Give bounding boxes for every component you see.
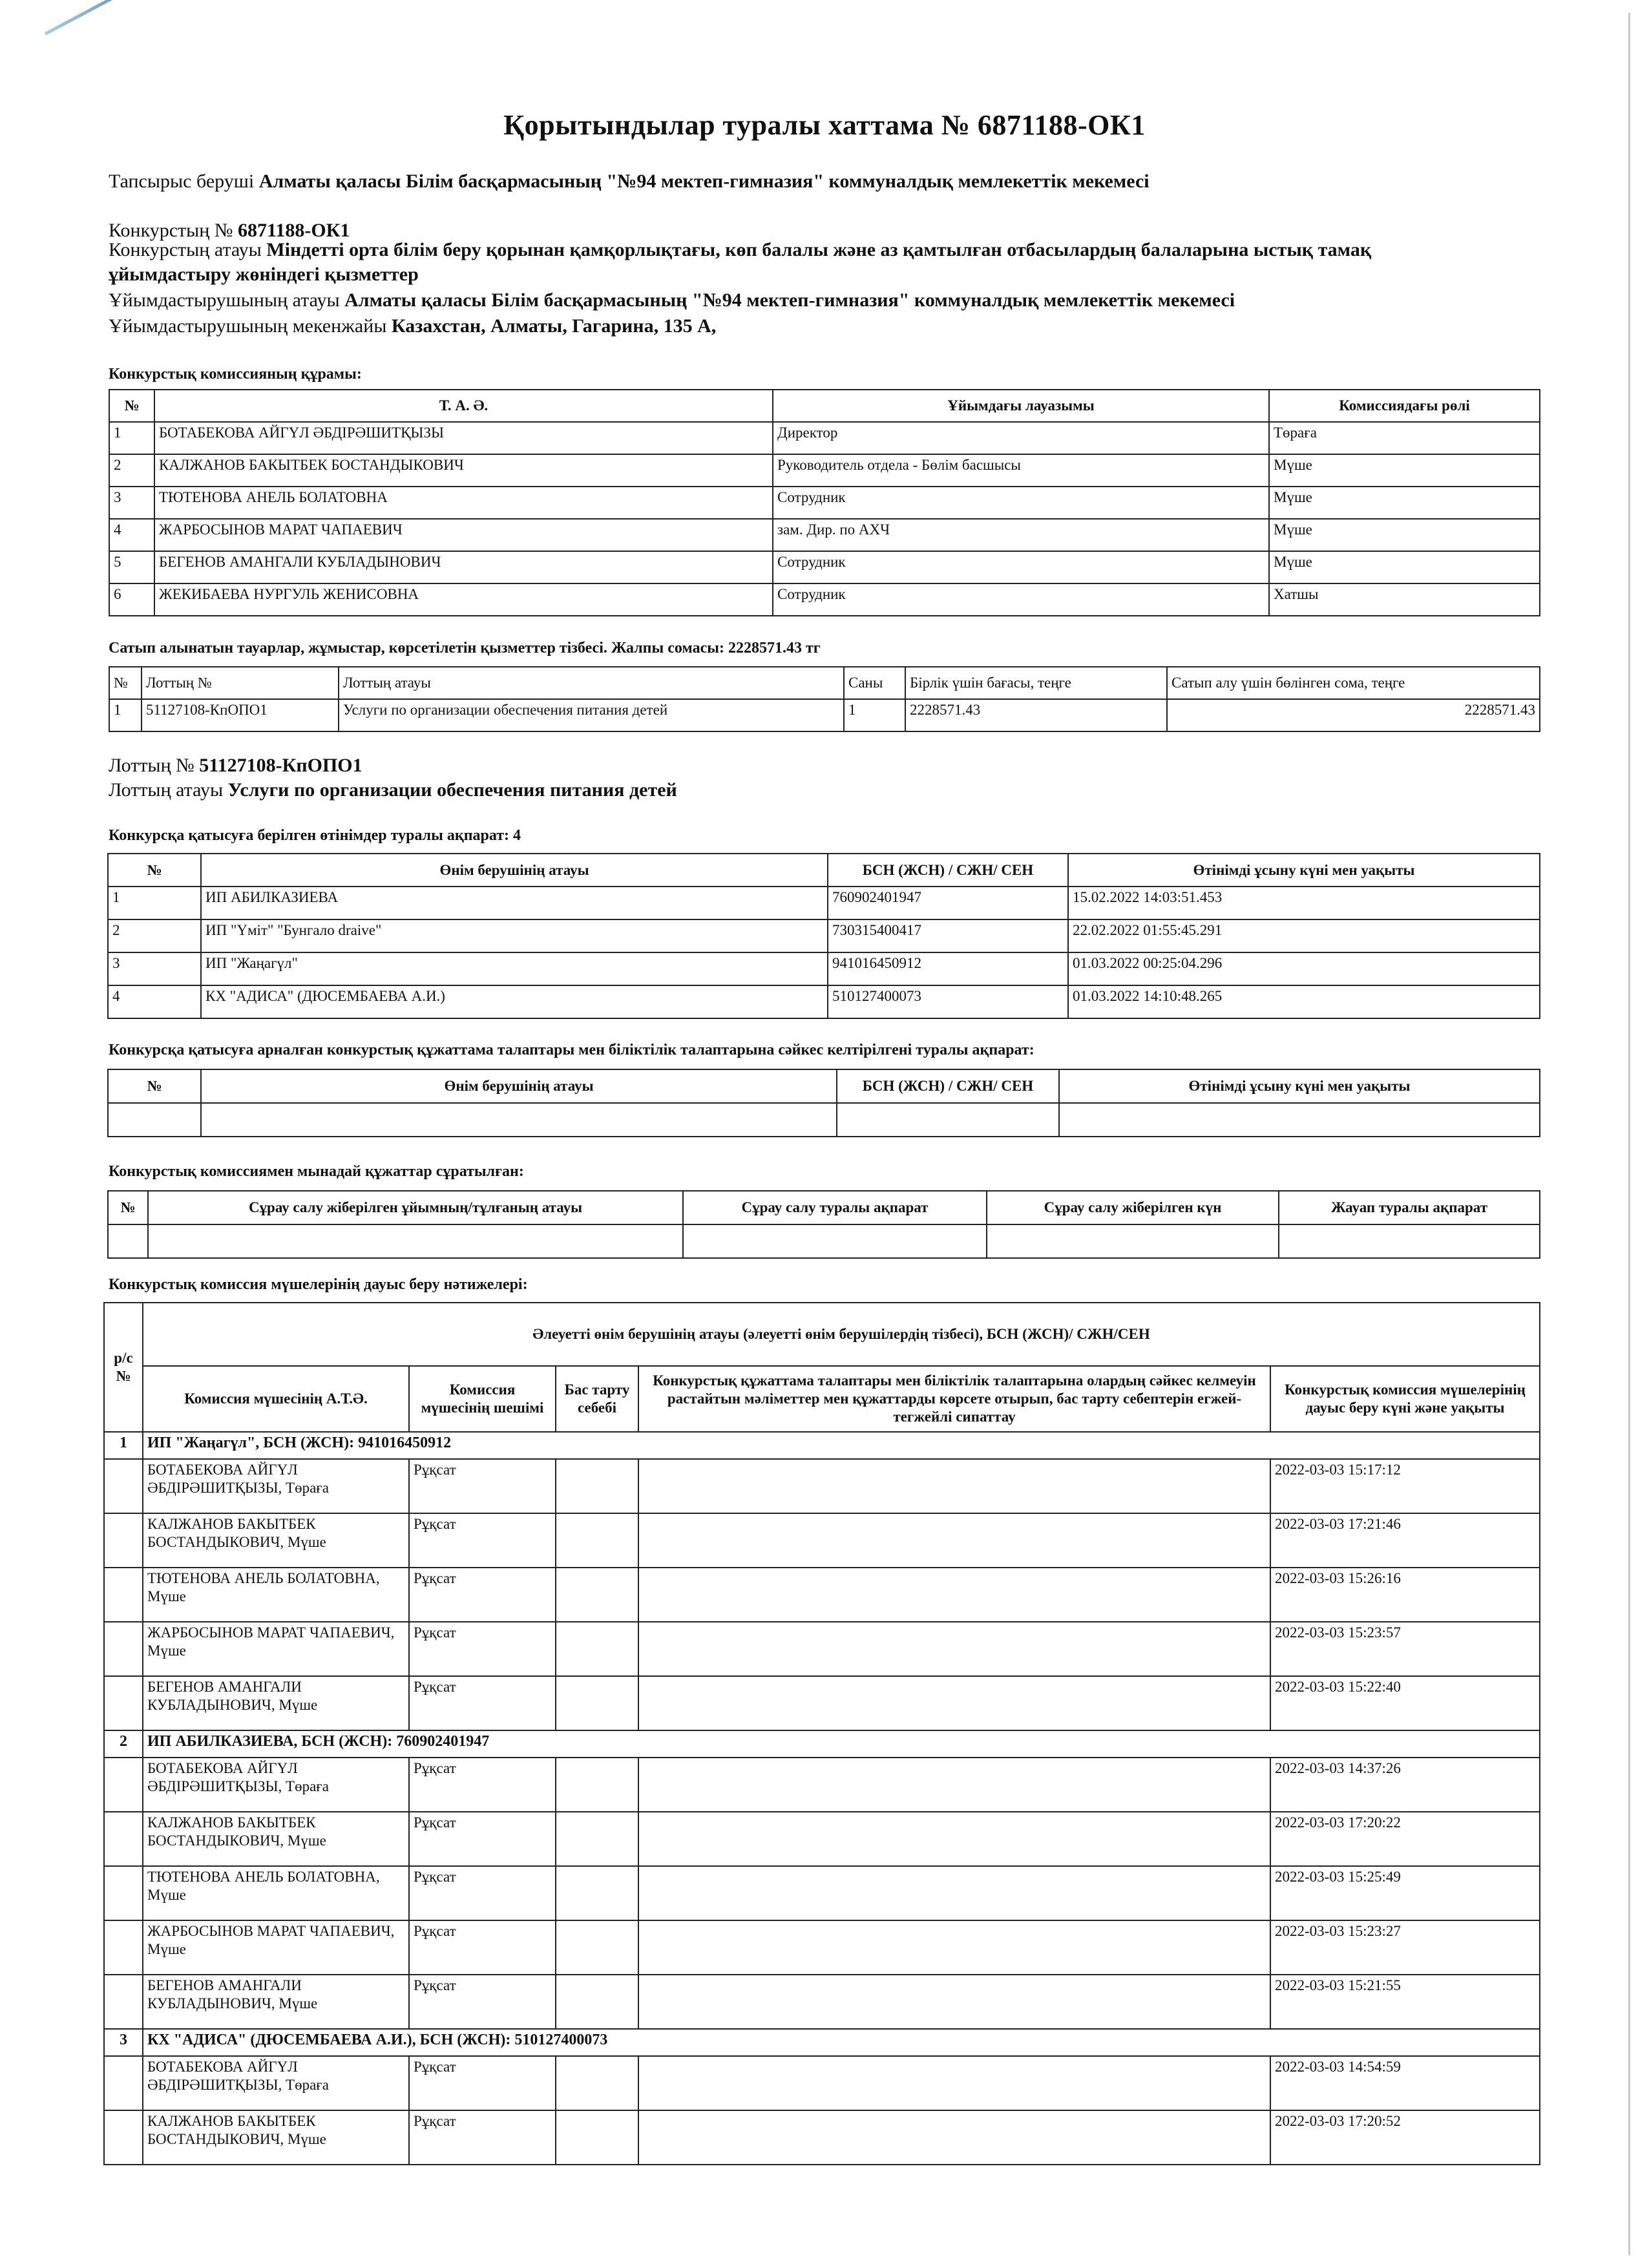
bids-caption: Конкурсқа қатысуға берілген өтінімдер туралы ақпарат: 4 — [109, 827, 521, 844]
bids-cell: 941016450912 — [828, 952, 1068, 985]
votes-member-decision: Рұқсат — [409, 1459, 556, 1513]
votes-member-name: БЕГЕНОВ АМАНГАЛИ КУБЛАДЫНОВИЧ, Мүше — [143, 1975, 409, 2029]
goods-cell: Услуги по организации обеспечения питания детей — [339, 699, 844, 731]
commission-row — [109, 583, 1540, 616]
bids-cell: 1 — [108, 887, 201, 919]
commission-cell: Сотрудник — [773, 583, 1269, 616]
requests-empty-cell — [683, 1224, 987, 1258]
votes-member-decision: Рұқсат — [409, 1758, 556, 1812]
votes-header-cell: Конкурстық комиссия мүшелерінің дауыс беру күні және уақыты — [1270, 1366, 1540, 1432]
votes-member-decision: Рұқсат — [409, 1622, 556, 1676]
votes-member-name: КАЛЖАНОВ БАКЫТБЕК БОСТАНДЫКОВИЧ, Мүше — [143, 2110, 409, 2165]
votes-empty-no — [104, 1568, 143, 1622]
votes-empty-no — [104, 1975, 143, 2029]
votes-member-row — [104, 1758, 1540, 1812]
votes-supplier-header: Әлеуетті өнім берушінің атауы (әлеуетті өнім берушілердің тізбесі), БСН (ЖСН)/ СЖН/СЕН — [143, 1303, 1540, 1366]
goods-row — [109, 699, 1540, 731]
votes-reject-description — [638, 2110, 1270, 2165]
conform-empty-cell — [1059, 1103, 1540, 1137]
commission-header-cell: Ұйымдағы лауазымы — [773, 390, 1269, 422]
commission-header-row — [109, 390, 1540, 422]
votes-member-name: КАЛЖАНОВ БАКЫТБЕК БОСТАНДЫКОВИЧ, Мүше — [143, 1812, 409, 1866]
commission-cell: Мүше — [1269, 487, 1540, 519]
commission-cell: 1 — [109, 422, 154, 454]
bids-cell: ИП "Жаңагүл" — [201, 952, 828, 985]
votes-reject-reason — [556, 1676, 638, 1730]
votes-reject-reason — [556, 1758, 638, 1812]
commission-cell: Мүше — [1269, 519, 1540, 551]
bids-cell: КХ "АДИСА" (ДЮСЕМБАЕВА А.И.) — [201, 985, 828, 1018]
votes-member-name: БОТАБЕКОВА АЙГҮЛ ӘБДІРӘШИТҚЫЗЫ, Төраға — [143, 1758, 409, 1812]
votes-member-date: 2022-03-03 15:21:55 — [1270, 1975, 1540, 2029]
votes-member-decision: Рұқсат — [409, 1568, 556, 1622]
goods-caption: Сатып алынатын тауарлар, жұмыстар, көрсетілетін қызметтер тізбесі. Жалпы сомасы: 2228571.43 тг — [109, 640, 821, 656]
bids-cell: 15.02.2022 14:03:51.453 — [1068, 887, 1540, 919]
votes-top-header-row — [104, 1303, 1540, 1366]
votes-reject-description — [638, 1513, 1270, 1568]
votes-supplier-name: ИП АБИЛКАЗИЕВА, БСН (ЖСН): 760902401947 — [143, 1730, 1540, 1758]
commission-cell: Төраға — [1269, 422, 1540, 454]
commission-cell: Директор — [773, 422, 1269, 454]
goods-cell: 2228571.43 — [905, 699, 1167, 731]
votes-supplier-no: 3 — [104, 2029, 143, 2056]
votes-header-cell: Конкурстық құжаттама талаптары мен біліктілік талаптарына олардың сәйкес келмеуін растайтын мәліметтер мен құжаттарды көрсете отырып, бас тарту себептерін егжей-тегжейлі сипаттау — [638, 1366, 1270, 1432]
conform-empty-cell — [201, 1103, 837, 1137]
votes-reject-reason — [556, 2110, 638, 2165]
votes-member-name: ТЮТЕНОВА АНЕЛЬ БОЛАТОВНА, Мүше — [143, 1866, 409, 1920]
requests-empty-row — [108, 1224, 1540, 1258]
conform-header-cell: Өтінімді ұсыну күні мен уақыты — [1059, 1069, 1540, 1103]
commission-table — [109, 389, 1540, 616]
bids-cell: 510127400073 — [828, 985, 1068, 1018]
goods-header-cell: Бірлік үшін бағасы, теңге — [905, 667, 1167, 699]
votes-reject-reason — [556, 1975, 638, 2029]
document-title: Қорытындылар туралы хаттама № 6871188-ОК1 — [503, 109, 1146, 141]
votes-member-name: БОТАБЕКОВА АЙГҮЛ ӘБДІРӘШИТҚЫЗЫ, Төраға — [143, 2056, 409, 2110]
commission-cell: БОТАБЕКОВА АЙГҮЛ ӘБДІРӘШИТҚЫЗЫ — [154, 422, 773, 454]
votes-reject-description — [638, 1758, 1270, 1812]
votes-member-decision: Рұқсат — [409, 1920, 556, 1975]
commission-row — [109, 422, 1540, 454]
votes-member-decision: Рұқсат — [409, 2110, 556, 2165]
goods-header-cell: Лоттың № — [142, 667, 339, 699]
requests-empty-cell — [148, 1224, 683, 1258]
votes-member-date: 2022-03-03 15:17:12 — [1270, 1459, 1540, 1513]
scan-edge — [1628, 13, 1630, 2255]
votes-reject-description — [638, 1975, 1270, 2029]
votes-member-decision: Рұқсат — [409, 1866, 556, 1920]
commission-cell: БЕГЕНОВ АМАНГАЛИ КУБЛАДЫНОВИЧ — [154, 551, 773, 583]
goods-cell: 1 — [109, 699, 142, 731]
votes-header-cell: Бас тарту себебі — [556, 1366, 638, 1432]
goods-header-cell: Лоттың атауы — [339, 667, 844, 699]
votes-reject-reason — [556, 1866, 638, 1920]
bids-cell: 4 — [108, 985, 201, 1018]
votes-member-date: 2022-03-03 14:37:26 — [1270, 1758, 1540, 1812]
votes-member-name: ЖАРБОСЫНОВ МАРАТ ЧАПАЕВИЧ, Мүше — [143, 1920, 409, 1975]
bids-row — [108, 952, 1540, 985]
bids-cell: ИП АБИЛКАЗИЕВА — [201, 887, 828, 919]
votes-supplier-no: 1 — [104, 1432, 143, 1459]
bids-cell: 01.03.2022 00:25:04.296 — [1068, 952, 1540, 985]
goods-header-cell: № — [109, 667, 142, 699]
votes-reject-description — [638, 1866, 1270, 1920]
requests-header-cell: Сұрау салу жіберілген ұйымның/тұлғаның атауы — [148, 1191, 683, 1224]
commission-cell: ЖАРБОСЫНОВ МАРАТ ЧАПАЕВИЧ — [154, 519, 773, 551]
requests-header-cell: Сұрау салу туралы ақпарат — [683, 1191, 987, 1224]
bids-header-cell: Өнім берушінің атауы — [201, 854, 828, 887]
conform-header-row — [108, 1069, 1540, 1103]
votes-caption: Конкурстық комиссия мүшелерінің дауыс беру нәтижелері: — [109, 1276, 528, 1293]
votes-reject-description — [638, 1568, 1270, 1622]
votes-member-row — [104, 2056, 1540, 2110]
votes-supplier-row — [104, 1432, 1540, 1459]
votes-reject-reason — [556, 2056, 638, 2110]
conform-header-cell: № — [108, 1069, 201, 1103]
votes-member-decision: Рұқсат — [409, 1975, 556, 2029]
votes-supplier-row — [104, 1730, 1540, 1758]
bids-cell: ИП "Үміт" "Бунгало draive" — [201, 919, 828, 952]
organizer-address-line: Ұйымдастырушының мекенжайы Казахстан, Алматы, Гагарина, 135 А, — [109, 315, 717, 337]
votes-supplier-name: ИП "Жаңагүл", БСН (ЖСН): 941016450912 — [143, 1432, 1540, 1459]
bids-row — [108, 985, 1540, 1018]
votes-header-row — [104, 1366, 1540, 1432]
bids-table — [107, 853, 1540, 1019]
votes-header-cell: Комиссия мүшесінің шешімі — [409, 1366, 556, 1432]
bids-cell: 730315400417 — [828, 919, 1068, 952]
commission-caption: Конкурстық комиссияның құрамы: — [109, 366, 362, 383]
commission-row — [109, 551, 1540, 583]
votes-member-row — [104, 1676, 1540, 1730]
commission-cell: ТЮТЕНОВА АНЕЛЬ БОЛАТОВНА — [154, 487, 773, 519]
requests-header-row — [108, 1191, 1540, 1224]
votes-member-row — [104, 1975, 1540, 2029]
requests-header-cell: Жауап туралы ақпарат — [1279, 1191, 1540, 1224]
bids-header-cell: БСН (ЖСН) / СЖН/ СЕН — [828, 854, 1068, 887]
votes-member-row — [104, 1568, 1540, 1622]
votes-reject-reason — [556, 1812, 638, 1866]
votes-empty-no — [104, 1866, 143, 1920]
commission-cell: зам. Дир. по АХЧ — [773, 519, 1269, 551]
votes-member-date: 2022-03-03 15:22:40 — [1270, 1676, 1540, 1730]
votes-reject-description — [638, 1459, 1270, 1513]
votes-member-date: 2022-03-03 15:25:49 — [1270, 1866, 1540, 1920]
votes-supplier-no: 2 — [104, 1730, 143, 1758]
organizer-line: Ұйымдастырушының атауы Алматы қаласы Білім басқармасының "№94 мектеп-гимназия" коммуналдық мемлекеттік мекемесі — [109, 289, 1235, 311]
commission-cell: 4 — [109, 519, 154, 551]
bids-row — [108, 919, 1540, 952]
requests-table — [107, 1190, 1540, 1259]
commission-header-cell: № — [109, 390, 154, 422]
votes-reject-reason — [556, 1622, 638, 1676]
commission-cell: Руководитель отдела - Бөлім басшысы — [773, 454, 1269, 487]
votes-empty-no — [104, 1513, 143, 1568]
bids-header-cell: Өтінімді ұсыну күні мен уақыты — [1068, 854, 1540, 887]
votes-member-date: 2022-03-03 15:23:57 — [1270, 1622, 1540, 1676]
votes-member-date: 2022-03-03 15:26:16 — [1270, 1568, 1540, 1622]
votes-member-row — [104, 1459, 1540, 1513]
commission-cell: Сотрудник — [773, 487, 1269, 519]
requests-caption: Конкурстық комиссиямен мынадай құжаттар сұратылған: — [109, 1163, 524, 1180]
contest-no-line: Конкурстың № 6871188-ОК1 — [109, 220, 350, 241]
votes-no-header: р/с № — [104, 1303, 143, 1432]
bids-header-cell: № — [108, 854, 201, 887]
votes-reject-reason — [556, 1513, 638, 1568]
commission-row — [109, 487, 1540, 519]
votes-member-name: БЕГЕНОВ АМАНГАЛИ КУБЛАДЫНОВИЧ, Мүше — [143, 1676, 409, 1730]
bids-cell: 3 — [108, 952, 201, 985]
votes-table — [103, 1302, 1540, 2165]
bids-header-row — [108, 854, 1540, 887]
votes-member-date: 2022-03-03 15:23:27 — [1270, 1920, 1540, 1975]
votes-member-row — [104, 1812, 1540, 1866]
goods-cell: 51127108-КпОПО1 — [142, 699, 339, 731]
goods-header-row — [109, 667, 1540, 699]
commission-row — [109, 519, 1540, 551]
commission-cell: 5 — [109, 551, 154, 583]
conform-empty-cell — [837, 1103, 1059, 1137]
lot-no-line: Лоттың № 51127108-КпОПО1 — [109, 755, 362, 776]
votes-empty-no — [104, 1676, 143, 1730]
requests-header-cell: Сұрау салу жіберілген күн — [987, 1191, 1279, 1224]
commission-cell: Хатшы — [1269, 583, 1540, 616]
votes-member-row — [104, 1920, 1540, 1975]
votes-header-cell: Комиссия мүшесінің А.Т.Ә. — [143, 1366, 409, 1432]
votes-member-name: ТЮТЕНОВА АНЕЛЬ БОЛАТОВНА, Мүше — [143, 1568, 409, 1622]
commission-cell: Мүше — [1269, 551, 1540, 583]
votes-member-date: 2022-03-03 17:20:52 — [1270, 2110, 1540, 2165]
votes-member-decision: Рұқсат — [409, 1676, 556, 1730]
votes-empty-no — [104, 1459, 143, 1513]
commission-row — [109, 454, 1540, 487]
scan-artifact — [45, 0, 120, 36]
votes-member-decision: Рұқсат — [409, 1812, 556, 1866]
votes-reject-reason — [556, 1568, 638, 1622]
conform-caption: Конкурсқа қатысуға арналған конкурстық құжаттама талаптары мен біліктілік талаптарына сәйкес келтірілгені туралы ақпарат: — [109, 1042, 1035, 1058]
votes-member-date: 2022-03-03 17:20:22 — [1270, 1812, 1540, 1866]
votes-member-name: ЖАРБОСЫНОВ МАРАТ ЧАПАЕВИЧ, Мүше — [143, 1622, 409, 1676]
votes-member-date: 2022-03-03 14:54:59 — [1270, 2056, 1540, 2110]
commission-cell: Мүше — [1269, 454, 1540, 487]
votes-member-row — [104, 2110, 1540, 2165]
votes-reject-description — [638, 1920, 1270, 1975]
goods-cell: 2228571.43 — [1167, 699, 1540, 731]
votes-empty-no — [104, 1758, 143, 1812]
requests-empty-cell — [1279, 1224, 1540, 1258]
votes-reject-reason — [556, 1920, 638, 1975]
votes-member-row — [104, 1866, 1540, 1920]
votes-reject-description — [638, 1812, 1270, 1866]
goods-table — [109, 666, 1540, 732]
commission-cell: Сотрудник — [773, 551, 1269, 583]
votes-member-name: БОТАБЕКОВА АЙГҮЛ ӘБДІРӘШИТҚЫЗЫ, Төраға — [143, 1459, 409, 1513]
goods-header-cell: Саны — [844, 667, 905, 699]
conform-empty-row — [108, 1103, 1540, 1137]
commission-header-cell: Комиссиядағы рөлі — [1269, 390, 1540, 422]
votes-member-name: КАЛЖАНОВ БАКЫТБЕК БОСТАНДЫКОВИЧ, Мүше — [143, 1513, 409, 1568]
votes-supplier-row — [104, 2029, 1540, 2056]
votes-reject-description — [638, 1676, 1270, 1730]
votes-member-date: 2022-03-03 17:21:46 — [1270, 1513, 1540, 1568]
requests-empty-cell — [987, 1224, 1279, 1258]
votes-supplier-name: КХ "АДИСА" (ДЮСЕМБАЕВА А.И.), БСН (ЖСН): 510127400073 — [143, 2029, 1540, 2056]
votes-member-row — [104, 1513, 1540, 1568]
goods-header-cell: Сатып алу үшін бөлінген сома, теңге — [1167, 667, 1540, 699]
bids-cell: 22.02.2022 01:55:45.291 — [1068, 919, 1540, 952]
commission-header-cell: Т. А. Ә. — [154, 390, 773, 422]
votes-empty-no — [104, 1622, 143, 1676]
votes-member-decision: Рұқсат — [409, 1513, 556, 1568]
votes-reject-description — [638, 1622, 1270, 1676]
votes-reject-reason — [556, 1459, 638, 1513]
goods-cell: 1 — [844, 699, 905, 731]
commission-cell: 2 — [109, 454, 154, 487]
bids-cell: 2 — [108, 919, 201, 952]
bids-cell: 760902401947 — [828, 887, 1068, 919]
votes-empty-no — [104, 2056, 143, 2110]
votes-empty-no — [104, 1920, 143, 1975]
commission-cell: 6 — [109, 583, 154, 616]
contest-name-line: Конкурстың атауы Міндетті орта білім беру қорынан қамқорлықтағы, көп балалы және аз қамтылған отбасылардың балаларына ыстық тамақ ұйымдастыру жөніндегі қызметтер — [109, 239, 1372, 285]
commission-cell: КАЛЖАНОВ БАКЫТБЕК БОСТАНДЫКОВИЧ — [154, 454, 773, 487]
bids-row — [108, 887, 1540, 919]
customer-line: Тапсырыс беруші Алматы қаласы Білім басқармасының "№94 мектеп-гимназия" коммуналдық мемлекеттік мекемесі — [109, 171, 1150, 192]
lot-name-line: Лоттың атауы Услуги по организации обеспечения питания детей — [109, 779, 677, 801]
votes-empty-no — [104, 2110, 143, 2165]
conform-empty-cell — [108, 1103, 201, 1137]
votes-empty-no — [104, 1812, 143, 1866]
votes-member-decision: Рұқсат — [409, 2056, 556, 2110]
requests-header-cell: № — [108, 1191, 148, 1224]
commission-cell: 3 — [109, 487, 154, 519]
conform-header-cell: Өнім берушінің атауы — [201, 1069, 837, 1103]
votes-reject-description — [638, 2056, 1270, 2110]
conform-header-cell: БСН (ЖСН) / СЖН/ СЕН — [837, 1069, 1059, 1103]
conform-table — [107, 1069, 1540, 1137]
votes-member-row — [104, 1622, 1540, 1676]
requests-empty-cell — [108, 1224, 148, 1258]
bids-cell: 01.03.2022 14:10:48.265 — [1068, 985, 1540, 1018]
commission-cell: ЖЕКИБАЕВА НУРГУЛЬ ЖЕНИСОВНА — [154, 583, 773, 616]
